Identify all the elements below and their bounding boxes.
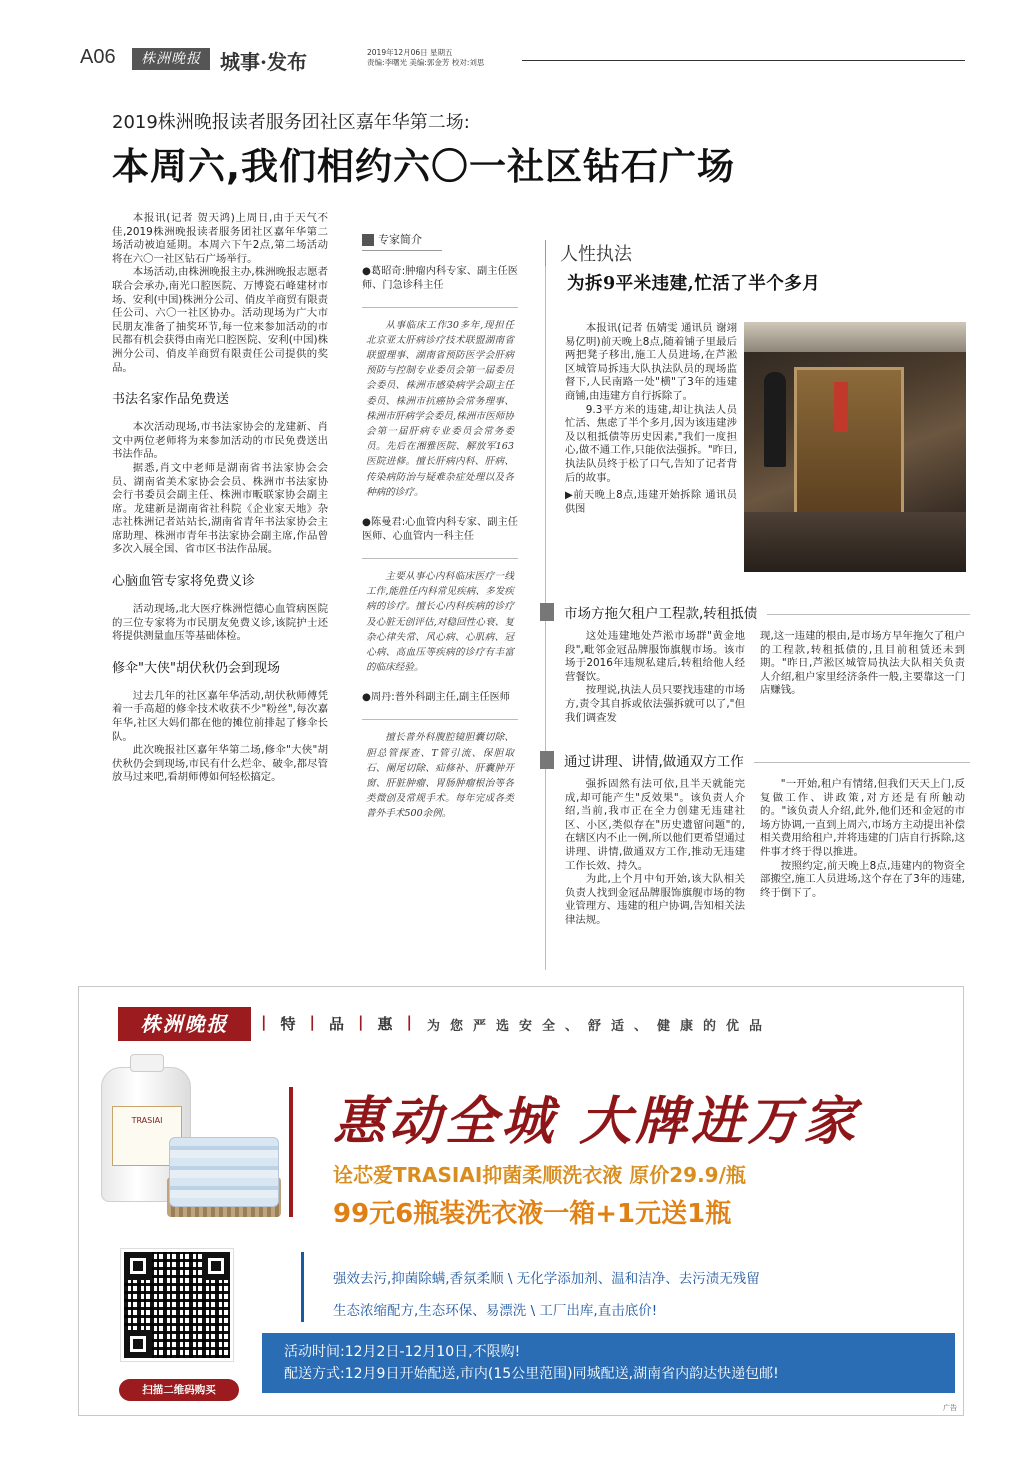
story-title: 为拆9平米违建,忙活了半个多月 [567, 274, 821, 294]
article-paragraph: 按理说,执法人员只要找违建的市场方,责令其自拆或依法强拆就可以了,"但我们调查发 [565, 684, 745, 724]
lead-headline: 本周六,我们相约六〇一社区钻石广场 [112, 145, 736, 188]
article-paragraph: 活动现场,北大医疗株洲恺德心血管病医院的三位专家将为市民朋友免费义诊,该院护士还将提供测量血压等基础体检。 [112, 603, 328, 643]
towels-image [169, 1137, 279, 1207]
ad-delivery: 配送方式:12月9日开始配送,市内(15公里范围)同城配送,湖南省内韵达快递包邮! [284, 1366, 779, 1382]
ad-deal: 99元6瓶装洗衣液一箱+1元送1瓶 [333, 1199, 732, 1229]
qr-scan-button[interactable]: 扫描二维码购买 [119, 1379, 239, 1401]
article-paragraph: 过去几年的社区嘉年华活动,胡伏秋师傅凭着一手高超的修伞技术收获不少"粉丝",每次嘉年华,社区大妈们都在他的摊位前排起了修伞长队。 [112, 689, 328, 743]
ad-info-banner [262, 1333, 955, 1393]
demolition-photo [744, 322, 966, 572]
expert-description: 主要从事心内科临床医疗一线工作,能胜任内科常见疾病、多发疾病的诊疗。擅长心内科疾病的诊疗及心脏无创评估,对稳回性心衰、复杂心律失常、风心病、心肌病、冠心病、高血压等疾病的诊疗有丰富的临床经验。 [362, 558, 518, 675]
lead-kicker: 2019株洲晚报读者服务团社区嘉年华第二场: [112, 112, 470, 133]
section-marker-icon [540, 603, 554, 621]
ad-slogan: 为您严选安全、舒适、健康的优品 [427, 1019, 773, 1034]
issue-date: 2019年12月06日 星期五 [367, 48, 453, 57]
qr-code[interactable] [121, 1249, 233, 1361]
advertisement[interactable] [78, 986, 964, 1416]
newspaper-logo: 株洲晚报 [132, 48, 210, 70]
expert-name: ●陈曼君:心血管内科专家、副主任医师、心血管内一科主任 [362, 516, 518, 542]
article-paragraph: 强拆固然有法可依,且半天就能完成,却可能产生"反效果"。该负责人介绍,当前,我市正在全力创建无违建社区、小区,类似存在"历史遗留问题"的,在辖区内不止一例,所以他们更希望通过讲理、讲情,做通双方工作,推动无违建工作长效、持久。 [565, 778, 745, 872]
page-number: A06 [80, 46, 116, 68]
article-paragraph: 本报讯(记者 伍婧雯 通讯员 谢翊 易亿明)前天晚上8点,随着铺子里最后两把凳子移出,施工人员进场,在芦淞区城管局拆违大队执法队员的现场监督下,人民南路一处"横"了3年的违建商铺,由违建方自行拆除了。 [565, 322, 737, 402]
story-kicker: 人性执法 [545, 240, 965, 266]
story-column [565, 630, 745, 725]
bottle-label: TRASIAI [112, 1106, 182, 1166]
article-paragraph: 本场活动,由株洲晚报主办,株洲晚报志愿者联合会承办,南光口腔医院、万博瓷石峰建材市场、安利(中国)株洲分公司、俏皮羊商贸有限责任公司、六〇一社区协办。活动现场为广大市民朋友准备了抽奖环节,每一位来参加活动的市民都有机会获得由南光口腔医院、安利(中国)株洲分公司、俏皮羊商贸有限责任公司提供的奖品。 [112, 266, 328, 374]
flag-icon [362, 234, 374, 246]
ad-feature: 强效去污,抑菌除螨,香氛柔顺 \ 无化学添加剂、温和洁净、去污渍无残留 [333, 1271, 760, 1287]
ad-marker: 广告 [943, 1404, 957, 1412]
article-paragraph: 此次晚报社区嘉年华第二场,修伞"大侠"胡伏秋仍会到现场,市民有什么烂伞、破伞,都尽管放马过来吧,看胡师傅如何轻松搞定。 [112, 744, 328, 784]
ad-time: 活动时间:12月2日-12月10日,不限购! [284, 1344, 521, 1360]
ad-tag: 惠 [377, 1015, 393, 1033]
expert-box-title [362, 233, 442, 251]
ad-feature: 生态浓缩配方,生态环保、易漂洗 \ 工厂出库,直击底价! [333, 1303, 658, 1319]
article-paragraph: 为此,上个月中旬开始,该大队相关负责人找到金冠品牌服饰旗舰市场的物业管理方、违建的租户协调,告知相关法律法规。 [565, 873, 745, 926]
article-paragraph: 9.3平方米的违建,却让执法人员忙活、焦虑了半个多月,因为该违建涉及以租抵债等历史因素,"我们一度担心,做不通工作,只能依法强拆。"昨日,执法队员终于松了口气,告知了记者背后的故事。 [565, 403, 737, 484]
story-intro [565, 322, 737, 517]
ad-brand-logo: 株洲晚报 [118, 1007, 251, 1041]
section-heading: 市场方拖欠租户工程款,转租抵债 [564, 606, 758, 622]
story-column [760, 778, 965, 900]
ad-tag: 特 [280, 1015, 296, 1033]
expert-description: 擅长普外科腹腔镜胆囊切除、胆总管探查、T管引流、保胆取石、阑尾切除、疝修补、肝囊肿开窗、肝脏肿瘤、胃肠肿瘤根治等各类微创及常规手术。每年完成各类普外手术500余例。 [362, 719, 518, 821]
expert-name: ●葛昭奇:肿瘤内科专家、副主任医师、门急诊科主任 [362, 265, 518, 291]
photo-caption: ▶前天晚上8点,违建开始拆除 通讯员供图 [565, 490, 737, 516]
story-column [565, 778, 745, 928]
masthead-rule [522, 60, 965, 61]
article-paragraph: 这处违建地处芦淞市场群"黄金地段",毗邻金冠品牌服饰旗舰市场。该市场于2016年违规私建后,转租给他人经营餐饮。 [565, 630, 745, 683]
section-heading: 修伞"大侠"胡伏秋仍会到现场 [112, 660, 280, 676]
ad-main-slogan: 惠动全城 大牌进万家 [333, 1091, 860, 1152]
expert-name: ●周丹:普外科副主任,副主任医师 [362, 692, 510, 704]
section-title: 城事·发布 [220, 50, 307, 74]
issue-meta [367, 48, 484, 68]
ad-tagline: | 特 | 品 | 惠 | [261, 1013, 412, 1033]
article-paragraph: 本次活动现场,市书法家协会的龙建新、肖文中两位老师将为来参加活动的市民免费送出书法作品。 [112, 421, 328, 461]
staff-credits: 责编:李曙光 美编:郭金芳 校对:刘思 [367, 58, 485, 67]
article-paragraph: 本报讯(记者 贺天鸿)上周日,由于天气不佳,2019株洲晚报读者服务团社区嘉年华第二场活动被迫延期。本周六下午2点,第二场活动将在六〇一社区钻石广场举行。 [112, 212, 328, 265]
section-heading: 心脑血管专家将免费义诊 [112, 574, 256, 590]
section-marker-icon [540, 751, 554, 769]
story-header [545, 240, 965, 295]
article-paragraph: 现,这一违建的根由,是市场方早年拖欠了租户的工程款,转租抵债的,且目前租赁还未到期。"昨日,芦淞区城管局执法大队相关负责人介绍,租户家里经济条件一般,主要靠这一门店赚钱。 [760, 630, 965, 697]
story-column [760, 630, 965, 698]
expert-box-label: 专家简介 [378, 233, 422, 246]
article-paragraph: 据悉,肖文中老师是湖南省书法家协会会员、湖南省美术家协会会员、株洲市书法家协会行书委员会副主任、株洲市畈联家协会副主席。龙建新是湖南省社科院《企业家天地》杂志社株洲记者站站长,湖南省青年书法家协会主席助理、株洲市青年书法家协会副主席,作品曾多次入展全国、省市区书法作品展。 [112, 461, 328, 556]
section-heading: 通过讲理、讲情,做通双方工作 [564, 754, 744, 770]
ad-product: 诠芯爱TRASIAI抑菌柔顺洗衣液 原价29.9/瓶 [333, 1163, 746, 1187]
section-heading: 书法名家作品免费送 [112, 392, 230, 408]
expert-description: 从事临床工作30多年,现担任北京亚太肝病诊疗技术联盟湖南省联盟理事、湖南省预防医学会肝病预防与控制专业委员会第一届委员会委员、株洲市感染病学会副主任委员、株洲市抗癌协会常务理事、株洲市肝病学会委员,株洲市医师协会第一届肝病专业委员会常务委员。先后在湘雅医院、解放军163医院进修。擅长肝病内科、肝病、传染病防治与疑难杂症处理以及各种病的诊疗。 [362, 307, 518, 500]
masthead [80, 46, 965, 74]
article-paragraph: "一开始,租户有情绪,但我们天天上门,反复做工作、讲政策,对方还是有所触动的。"该负责人介绍,此外,他们还和金冠的市场方协调,一直到上周六,市场方主动提出补偿相关费用给租户,并将违建的门店自行拆除,这件事才终于得以推进。 [760, 778, 965, 858]
lead-article [112, 212, 328, 785]
story-section-bar [540, 750, 970, 770]
article-paragraph: 按照约定,前天晚上8点,违建内的物资全部搬空,施工人员进场,这个存在了3年的违建,终于倒下了。 [760, 859, 965, 899]
ad-tag: 品 [328, 1015, 344, 1033]
expert-sidebar [362, 233, 518, 838]
story-section-bar [540, 602, 970, 622]
